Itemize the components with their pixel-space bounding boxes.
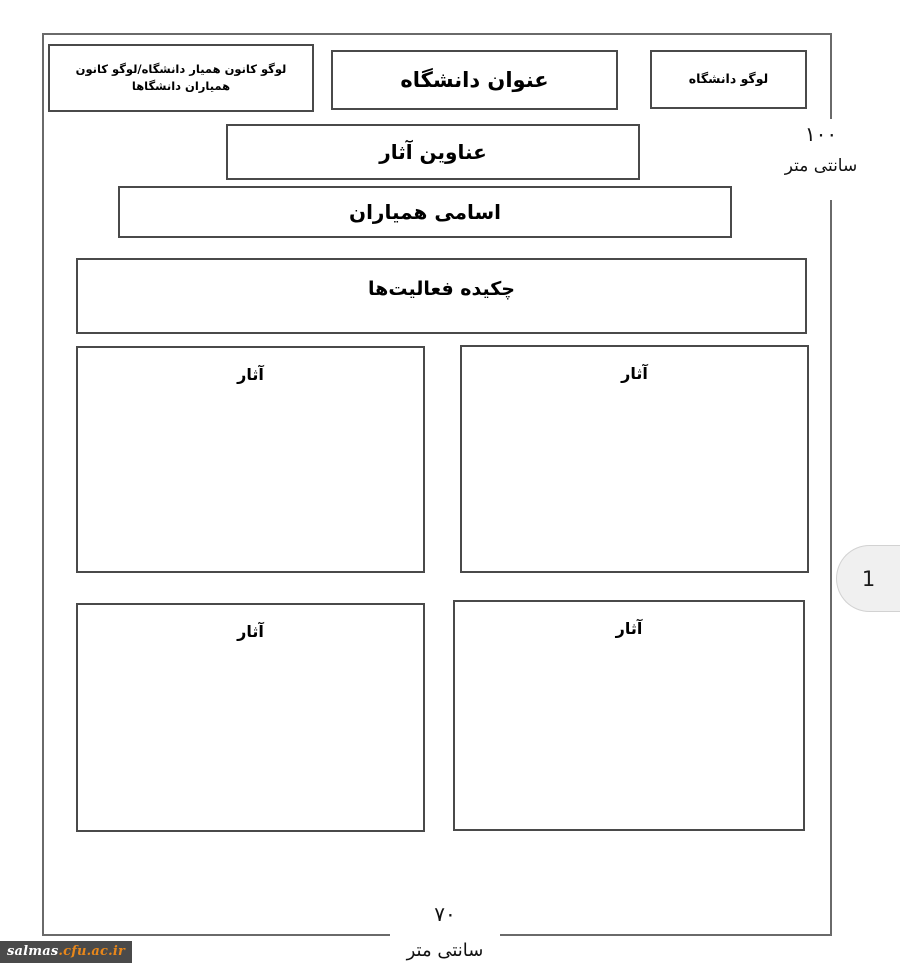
university-logo-label: لوگو دانشگاه [688,71,769,87]
university-logo-placeholder-box [650,50,807,109]
width-measurement-value: ۷۰ [434,902,456,926]
width-measurement-unit: سانتی متر [406,940,484,961]
work-box-top-left [76,346,425,573]
university-title-box [331,50,618,110]
helper-names-box [118,186,732,238]
poster-frame-left-edge [42,33,44,935]
work-box-label: آثار [237,365,264,384]
work-box-top-right [460,345,809,573]
kanoon-logo-placeholder-box [48,44,314,112]
watermark-site-domain: .cfu.ac.ir [58,944,126,959]
poster-frame-right-edge-upper [830,33,832,119]
work-box-label: آثار [615,619,643,638]
width-measurement-annotation [330,902,560,961]
work-box-bottom-left [76,603,425,832]
works-titles-label: عناوین آثار [379,139,487,164]
work-box-label: آثار [621,364,648,383]
work-box-bottom-right [453,600,805,831]
work-box-label: آثار [237,622,264,641]
kanoon-logo-label: لوگو کانون همیار دانشگاه/لوگو کانون همیاران دانشگاها [75,62,287,93]
poster-frame-top-edge [42,33,832,35]
works-titles-box [226,124,640,180]
height-measurement-value: ۱۰۰ [804,122,838,146]
site-watermark [0,941,132,963]
watermark-site-name: salmas [7,944,59,959]
page-number-tab[interactable] [836,545,900,612]
activities-summary-box [76,258,807,334]
height-measurement-annotation [762,122,880,176]
page-number-label: 1 [861,566,876,591]
helper-names-label: اسامی همیاران [349,199,502,224]
poster-frame-right-edge-lower [830,200,832,935]
activities-summary-label: چکیده فعالیت‌ها [368,278,515,300]
university-title-label: عنوان دانشگاه [400,67,549,92]
height-measurement-unit: سانتی متر [784,156,858,176]
